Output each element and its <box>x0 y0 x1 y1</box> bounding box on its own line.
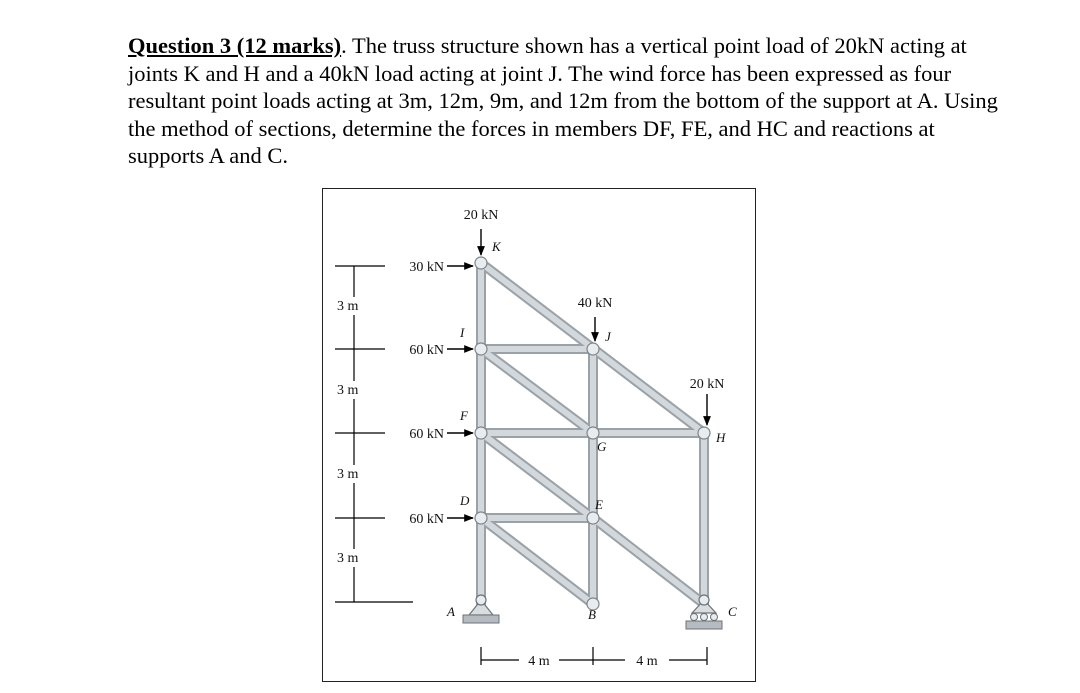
truss-diagram <box>323 189 757 683</box>
question-body: . The truss structure shown has a vertical point load of 20kN acting at joints K and H and a 40kN load acting at joint J. The wind force has been expressed as four resultant point loads acting at 3m, 12m, 9m, and 12m from the bottom of the support at A. Using the method of sections, determine the forces in members DF, FE, and HC and reactions at supports A and C. <box>128 33 998 169</box>
joint-label-a: A <box>447 604 455 619</box>
joint-label-d: D <box>460 493 470 508</box>
wind-d-label: 60 kN <box>409 512 444 527</box>
question-text <box>128 32 1008 170</box>
joint-label-h: H <box>716 430 726 445</box>
joint-label-c: C <box>728 604 737 619</box>
dim-3m-1: 3 m <box>337 299 359 314</box>
joint-label-f: F <box>460 408 468 423</box>
pin-support-a <box>463 595 499 623</box>
joint-k <box>475 257 487 269</box>
joint-label-g: G <box>597 439 607 454</box>
wind-f-label: 60 kN <box>409 427 444 442</box>
joint-label-i: I <box>460 325 465 340</box>
joint-i <box>475 343 487 355</box>
question-heading: Question 3 (12 marks) <box>128 33 342 58</box>
joint-label-j: J <box>605 329 611 344</box>
dim-3m-4: 3 m <box>337 551 359 566</box>
joint-e <box>587 512 599 524</box>
wind-top-label: 30 kN <box>409 260 444 275</box>
dim-3m-2: 3 m <box>337 383 359 398</box>
truss-figure <box>322 188 756 682</box>
joint-label-e: E <box>595 497 603 512</box>
joint-d <box>475 512 487 524</box>
joint-label-k: K <box>492 239 501 254</box>
load-h-label: 20 kN <box>689 377 725 392</box>
dim-4m-1: 4 m <box>528 654 550 669</box>
dim-4m-2: 4 m <box>636 654 658 669</box>
load-k-label: 20 kN <box>463 208 499 223</box>
wind-i-label: 60 kN <box>409 343 444 358</box>
horizontal-dimension <box>481 647 707 665</box>
joint-f <box>475 427 487 439</box>
joint-g <box>587 427 599 439</box>
load-j-label: 40 kN <box>577 296 613 311</box>
joint-j <box>587 343 599 355</box>
joint-label-b: B <box>588 607 596 622</box>
dim-3m-3: 3 m <box>337 467 359 482</box>
joint-h <box>698 427 710 439</box>
